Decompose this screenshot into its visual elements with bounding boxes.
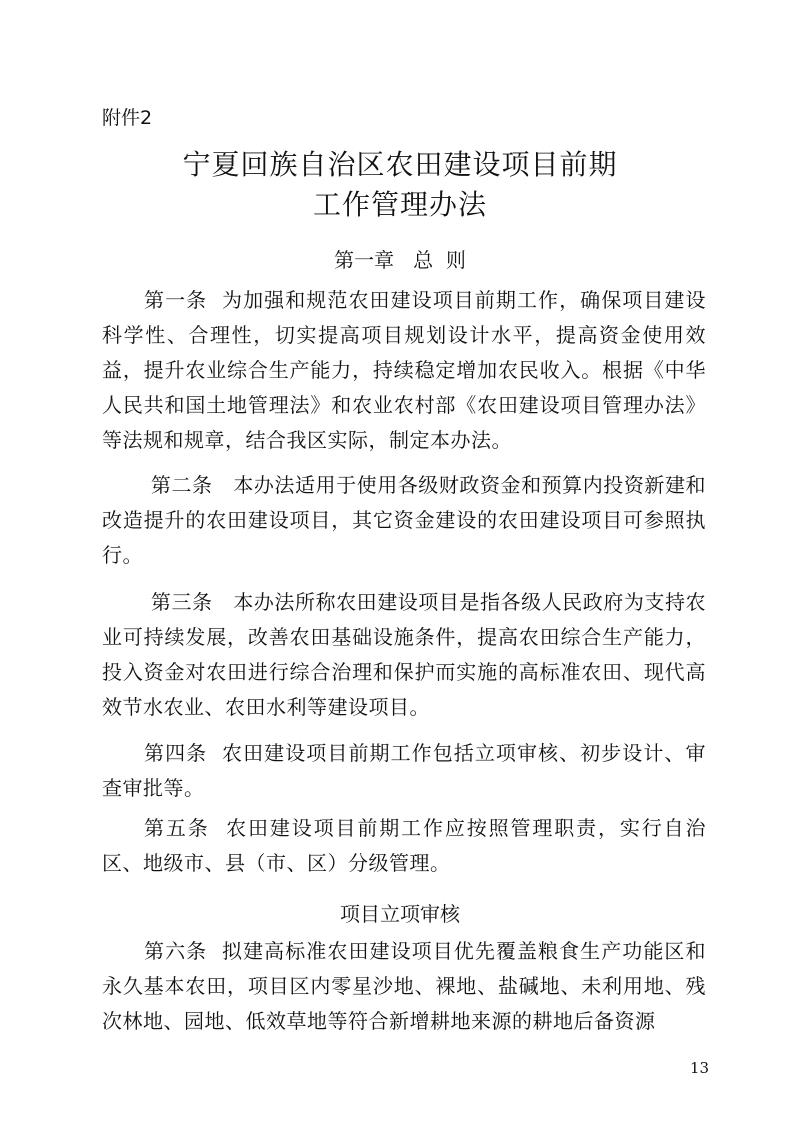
article-2-paragraph: 第二条 本办法适用于使用各级财政资金和预算内投资新建和改造提升的农田建设项目，其它资金建设的农田建设项目可参照执行。 [102,473,707,567]
article-4-paragraph: 第四条 农田建设项目前期工作包括立项审核、初步设计、审查审批等。 [102,741,706,800]
attachment-label: 附件2 [102,107,153,129]
document-title-line-2: 工作管理办法 [312,188,487,221]
page-number: 13 [690,1059,710,1077]
article-1-paragraph: 第一条 为加强和规范农田建设项目前期工作，确保项目建设科学性、合理性，切实提高项目规划设计水平，提高资金使用效益，提升农业综合生产能力，持续稳定增加农民收入。根据《中华人民共和国土地管理法》和农业农村部《农田建设项目管理办法》等法规和规章，结合我区实际，制定本办法。 [102,288,706,452]
article-5-paragraph: 第五条 农田建设项目前期工作应按照管理职责，实行自治区、地级市、县（市、区）分级管理。 [102,816,706,875]
article-6-paragraph: 第六条 拟建高标准农田建设项目优先覆盖粮食生产功能区和永久基本农田，项目区内零星沙地、裸地、盐碱地、未利用地、残次林地、园地、低效草地等符合新增耕地来源的耕地后备资源 [102,939,706,1033]
chapter-heading: 第一章 总 则 [334,248,466,272]
section-heading: 项目立项审核 [340,902,460,926]
document-title-line-1: 宁夏回族自治区农田建设项目前期 [182,148,618,181]
article-3-paragraph: 第三条 本办法所称农田建设项目是指各级人民政府为支持农业可持续发展，改善农田基础设施条件，提高农田综合生产能力，投入资金对农田进行综合治理和保护而实施的高标准农田、现代高效节水农业、农田水利等建设项目。 [102,590,707,719]
